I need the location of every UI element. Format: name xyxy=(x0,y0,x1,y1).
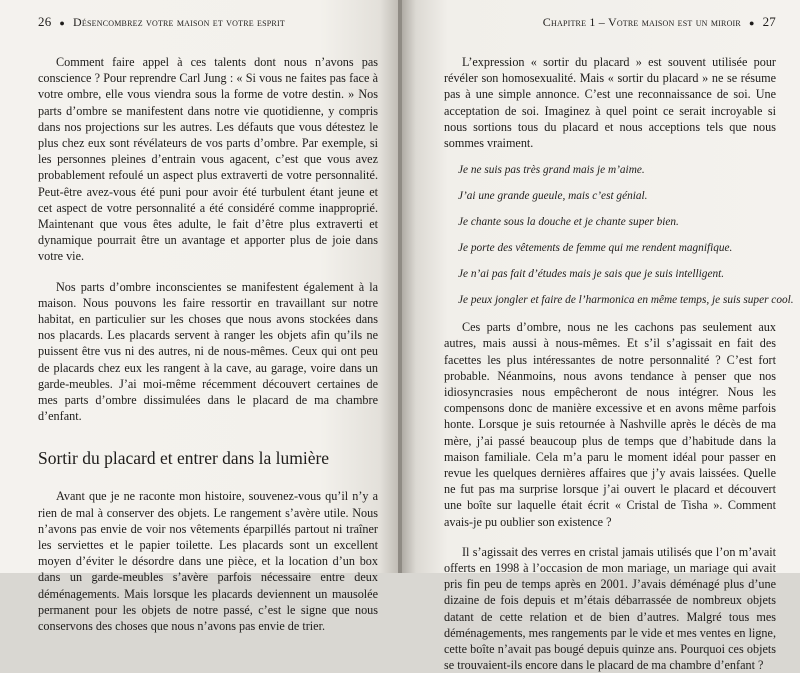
right-running-title: Chapitre 1 – Votre maison est un miroir xyxy=(542,15,741,29)
affirmation-item: Je porte des vêtements de femme qui me rendent magnifique. xyxy=(458,242,733,255)
left-paragraph-1: Comment faire appel à ces talents dont nous n’avons pas conscience ? Pour reprendre Carl Jung : « Si vous ne faites pas face à votre ombre, elle vous viendra sous la forme de votre destin. » Nos parts d’ombre se manifestent dans notre vie quotidienne, y compris dans nos projections sur les autres. Les défauts que vous détestez le plus chez eux sont révélateurs de vos parts d’ombre. Par exemple, si les personnes pleines d’entrain vous agacent, c’est que vous avez probablement refoulé un aspect plus extraverti de votre personnalité. Peut-être avez-vous été puni pour avoir été turbulent étant jeune et cet aspect de votre personnalité a été considéré comme inapproprié. Maintenant que vous êtes adulte, le fait d’être plus extraverti et dynamique pourrait être un avantage et apporter plus de joie dans votre vie. xyxy=(38,55,378,264)
right-page xyxy=(400,0,800,673)
affirmation-item: Je ne suis pas très grand mais je m’aime. xyxy=(458,164,645,177)
section-heading: Sortir du placard et entrer dans la lumière xyxy=(38,448,330,469)
right-paragraph-2: Il s’agissait des verres en cristal jamais utilisés que l’on m’avait offerts en 1998 à l’occasion de mon mariage, un mariage qui avait pris fin peu de temps après en 2001. J’avais déménagé plus d’une dizaine de fois depuis et m’étais débarrassée de nombreux objets datant de cette relation et de bien d’autres. Malgré tous mes déménagements, mes rangements par le vide et mes ventes en ligne, cette boîte n’avait pas bougé depuis quinze ans. Pourquoi ces objets se trouvaient-ils encore dans le placard de ma chambre d’enfant ? xyxy=(444,544,776,673)
left-paragraph-2: Nos parts d’ombre inconscientes se manifestent également à la maison. Nous pouvons les faire ressortir en travaillant sur notre habitat, en particulier sur les choses que nous avons stockées dans nos placards. Les placards servent à ranger les objets afin qu’ils ne puissent être vus ni des autres, ni de nous-mêmes. Ceux qui ont peu de placards chez eux les rangent à la cave, au garage, voire dans un garde-meubles. J’ai moi-même récemment découvert certaines de mes parts d’ombre dissimulées dans le placard de ma chambre d’enfant. xyxy=(38,279,378,424)
right-page-number: 27 xyxy=(762,14,776,29)
left-running-title: Désencombrez votre maison et votre esprit xyxy=(73,15,285,29)
right-intro-paragraph: L’expression « sortir du placard » est souvent utilisée pour révéler son homosexualité. Mais « sortir du placard » ne se résume pas à une simple annonce. C’est une reconnaissance de soi. Une acceptation de soi. Imaginez à quel point ce serait incroyable si nous sortions tous du placard et nous acceptions tels que nous sommes vraiment. xyxy=(444,55,776,151)
right-running-head xyxy=(444,14,776,34)
bullet-separator: ● xyxy=(59,18,66,28)
left-section-paragraph-1: Avant que je ne raconte mon histoire, souvenez-vous qu’il n’y a rien de mal à conserver des objets. Le rangement s’avère utile. Nous n’avons pas envie de voir nos vêtements éparpillés partout ni traîner les serviettes et le papier toilette. Les placards sont un excellent moyen d’éviter le désordre dans une pièce, et la location d’un box dans un garde-meubles s’avère parfois nécessaire entre deux déménagements. Mais lorsque les placards deviennent un mausolée permanent pour les objets de notre passé, c’est le signe que nous conservons des choses que nous n’avons pas envie de trier. xyxy=(38,489,378,634)
book-gutter xyxy=(398,0,402,573)
bullet-separator: ● xyxy=(748,18,755,28)
left-page-number: 26 xyxy=(38,14,52,29)
right-paragraph-1: Ces parts d’ombre, nous ne les cachons pas seulement aux autres, mais aussi à nous-mêmes. Et s’il s’agissait en fait des facettes les plus intéressantes de notre personnalité ? C’est fort probable. Néanmoins, nous avons tendance à penser que nos idiosyncrasies nous empêcheront de nous intégrer. Nous les compensons donc de manière excessive et en avons même parfois honte. Lorsque je suis retournée à Nashville après le décès de ma mère, j’ai passé beaucoup plus de temps que d’habitude dans la maison familiale. Cela m’a paru le moment idéal pour passer en revue les quelques dernières affaires que j’y avais laissées. Quelle ne fut pas ma surprise lorsque j’ai ouvert le placard et découvert une boîte sur laquelle était écrit « Cristal de Tisha ». Comment avais-je pu oublier son existence ? xyxy=(444,320,776,529)
affirmation-item: Je peux jongler et faire de l’harmonica en même temps, je suis super cool. xyxy=(458,294,794,307)
affirmation-item: J’ai une grande gueule, mais c’est génial. xyxy=(458,190,648,203)
affirmation-list xyxy=(444,163,794,307)
left-running-head xyxy=(38,14,378,34)
affirmation-item: Je chante sous la douche et je chante super bien. xyxy=(458,216,679,229)
affirmation-item: Je n’ai pas fait d’études mais je sais que je suis intelligent. xyxy=(458,268,725,281)
left-page xyxy=(0,0,400,634)
